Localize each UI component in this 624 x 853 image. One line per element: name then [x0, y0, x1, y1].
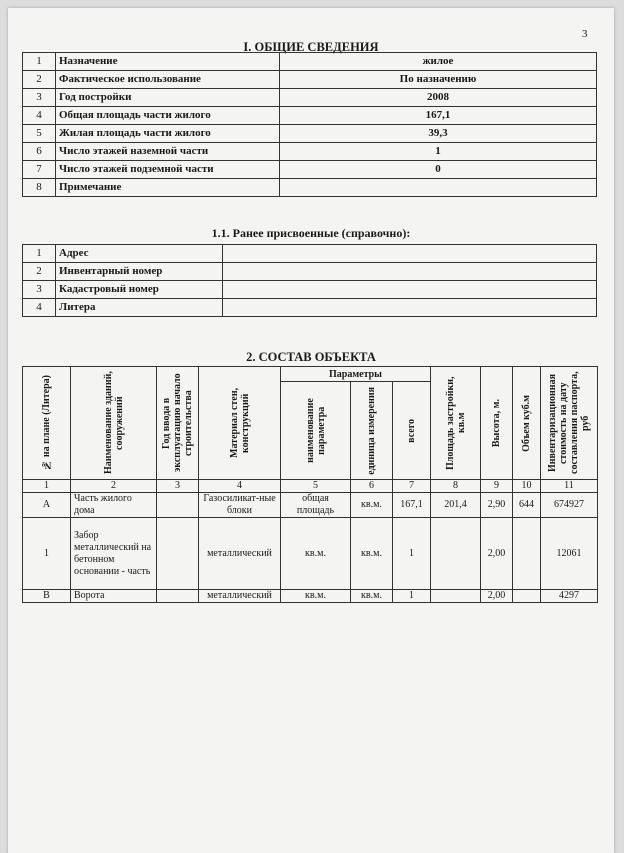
row-value	[223, 263, 597, 281]
column-index: 2	[71, 480, 157, 493]
general-info-table	[22, 52, 597, 197]
row-label: Жилая площадь части жилого	[56, 125, 280, 143]
column-index: 5	[281, 480, 351, 493]
building-name-cell: Часть жилого дома	[71, 493, 157, 518]
row-value: 167,1	[280, 107, 597, 125]
column-index: 10	[513, 480, 541, 493]
header-year: Год ввода в эксплуатацию начало строительства	[157, 367, 199, 480]
section11-title: 1.1. Ранее присвоенные (справочно):	[211, 226, 411, 240]
table-row	[23, 89, 597, 107]
column-index: 6	[351, 480, 393, 493]
building-name-cell: Забор металлический на бетонном основании - часть	[71, 518, 157, 590]
plan-number-cell: А	[23, 493, 71, 518]
row-label: Фактическое использование	[56, 71, 280, 89]
row-value	[223, 299, 597, 317]
row-value: 39,3	[280, 125, 597, 143]
table-row	[23, 143, 597, 161]
unit-cell: кв.м.	[351, 493, 393, 518]
row-label: Кадастровый номер	[56, 281, 223, 299]
row-value: По назначению	[280, 71, 597, 89]
table-row	[23, 53, 597, 71]
cost-cell: 12061	[541, 518, 598, 590]
cost-cell: 674927	[541, 493, 598, 518]
table-row	[23, 299, 597, 317]
row-value	[223, 281, 597, 299]
total-cell: 167,1	[393, 493, 431, 518]
section2-title: 2. СОСТАВ ОБЪЕКТА	[246, 350, 376, 364]
table-row	[23, 518, 598, 590]
plan-number-cell: 1	[23, 518, 71, 590]
row-label: Число этажей подземной части	[56, 161, 280, 179]
row-label: Инвентарный номер	[56, 263, 223, 281]
row-label: Общая площадь части жилого	[56, 107, 280, 125]
year-cell	[157, 590, 199, 603]
row-label: Литера	[56, 299, 223, 317]
header-area: Площадь застройки, кв.м	[431, 367, 481, 480]
header-param-name: наименование параметра	[281, 382, 351, 480]
height-cell: 2,00	[481, 590, 513, 603]
row-label: Примечание	[56, 179, 280, 197]
table-row	[23, 245, 597, 263]
height-cell: 2,00	[481, 518, 513, 590]
height-cell: 2,90	[481, 493, 513, 518]
column-index: 3	[157, 480, 199, 493]
total-cell: 1	[393, 590, 431, 603]
area-cell	[431, 590, 481, 603]
unit-cell: кв.м.	[351, 590, 393, 603]
year-cell	[157, 518, 199, 590]
row-value: 0	[280, 161, 597, 179]
plan-number-cell: В	[23, 590, 71, 603]
document-page	[8, 8, 614, 853]
param-name-cell: кв.м.	[281, 518, 351, 590]
total-cell: 1	[393, 518, 431, 590]
unit-cell: кв.м.	[351, 518, 393, 590]
header-total: всего	[393, 382, 431, 480]
header-volume: Объем куб.м	[513, 367, 541, 480]
table-row	[23, 125, 597, 143]
column-index: 11	[541, 480, 598, 493]
header-building-name: Наименование зданий, сооружений	[71, 367, 157, 480]
year-cell	[157, 493, 199, 518]
row-label: Год постройки	[56, 89, 280, 107]
header-plan-number: № на плане (Литера)	[23, 367, 71, 480]
table-row	[23, 71, 597, 89]
table-row	[23, 281, 597, 299]
row-number: 8	[23, 179, 56, 197]
column-index: 4	[199, 480, 281, 493]
row-number: 2	[23, 263, 56, 281]
row-value	[280, 179, 597, 197]
header-params: Параметры	[281, 367, 431, 382]
table-row	[23, 107, 597, 125]
table-row	[23, 179, 597, 197]
row-number: 5	[23, 125, 56, 143]
table-row	[23, 161, 597, 179]
row-number: 1	[23, 53, 56, 71]
object-composition-table	[22, 366, 598, 603]
column-index: 8	[431, 480, 481, 493]
table-row	[23, 493, 598, 518]
column-index: 7	[393, 480, 431, 493]
row-number: 1	[23, 245, 56, 263]
row-value: 1	[280, 143, 597, 161]
page-number: 3	[582, 28, 588, 40]
row-number: 2	[23, 71, 56, 89]
volume-cell	[513, 590, 541, 603]
area-cell	[431, 518, 481, 590]
section1-title: I. ОБЩИЕ СВЕДЕНИЯ	[243, 40, 379, 54]
row-number: 6	[23, 143, 56, 161]
material-cell: Газосиликат-ные блоки	[199, 493, 281, 518]
material-cell: металлический	[199, 518, 281, 590]
material-cell: металлический	[199, 590, 281, 603]
row-label: Число этажей наземной части	[56, 143, 280, 161]
row-number: 3	[23, 281, 56, 299]
row-number: 4	[23, 107, 56, 125]
header-material: Материал стен, конструкций	[199, 367, 281, 480]
row-number: 7	[23, 161, 56, 179]
table-row	[23, 590, 598, 603]
building-name-cell: Ворота	[71, 590, 157, 603]
row-value	[223, 245, 597, 263]
row-value: жилое	[280, 53, 597, 71]
column-index: 9	[481, 480, 513, 493]
column-index: 1	[23, 480, 71, 493]
param-name-cell: общая площадь	[281, 493, 351, 518]
cost-cell: 4297	[541, 590, 598, 603]
column-index-row	[23, 480, 598, 493]
volume-cell: 644	[513, 493, 541, 518]
param-name-cell: кв.м.	[281, 590, 351, 603]
header-unit: единица измерения	[351, 382, 393, 480]
area-cell: 201,4	[431, 493, 481, 518]
row-label: Адрес	[56, 245, 223, 263]
row-value: 2008	[280, 89, 597, 107]
previous-ids-table	[22, 244, 597, 317]
row-number: 3	[23, 89, 56, 107]
row-label: Назначение	[56, 53, 280, 71]
header-height: Высота, м.	[481, 367, 513, 480]
table-row	[23, 263, 597, 281]
header-cost: Инвентаризационная стоимость на дату составления паспорта, руб	[541, 367, 598, 480]
row-number: 4	[23, 299, 56, 317]
volume-cell	[513, 518, 541, 590]
